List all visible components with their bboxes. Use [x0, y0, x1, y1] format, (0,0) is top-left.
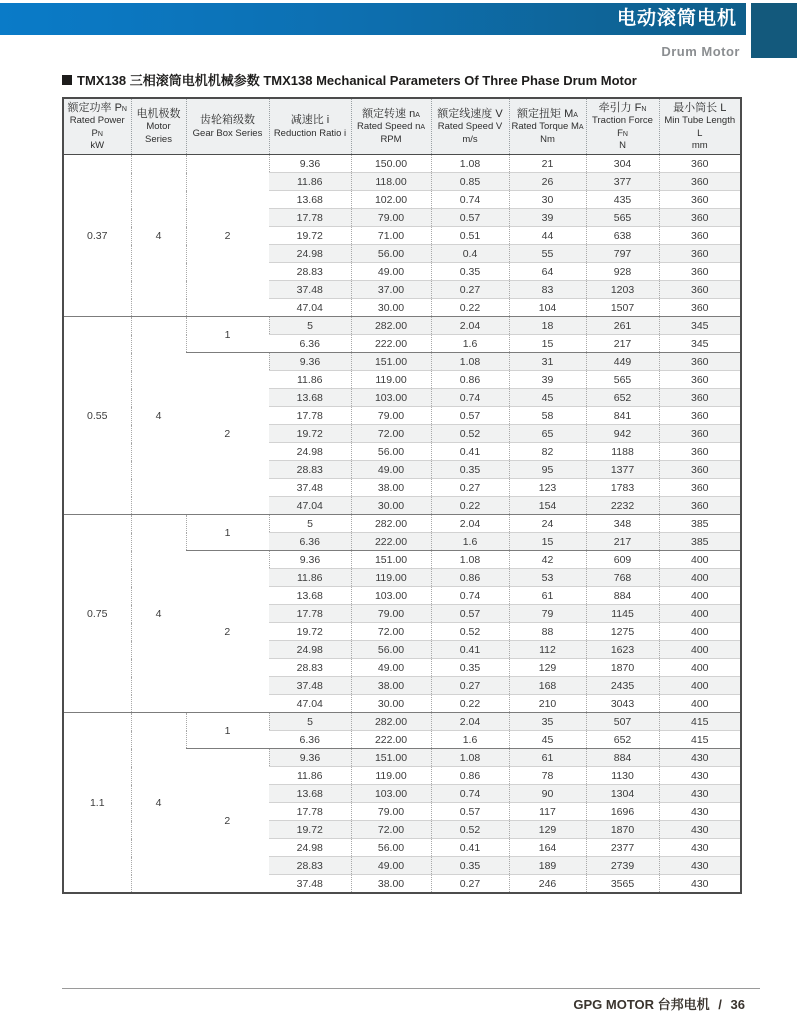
- value-cell: 360: [659, 227, 741, 245]
- value-cell: 360: [659, 389, 741, 407]
- gearbox-series-cell: 2: [186, 353, 269, 515]
- value-cell: 37.00: [351, 281, 431, 299]
- rated-power-cell: 1.1: [63, 713, 131, 893]
- footer: [573, 994, 745, 1013]
- gearbox-series-cell: 2: [186, 155, 269, 317]
- value-cell: 385: [659, 515, 741, 533]
- value-cell: 1783: [586, 479, 659, 497]
- value-cell: 2232: [586, 497, 659, 515]
- value-cell: 360: [659, 407, 741, 425]
- value-cell: 768: [586, 569, 659, 587]
- gearbox-series-cell: 1: [186, 317, 269, 353]
- value-cell: 345: [659, 335, 741, 353]
- value-cell: 154: [509, 497, 586, 515]
- value-cell: 652: [586, 389, 659, 407]
- value-cell: 19.72: [269, 227, 351, 245]
- value-cell: 15: [509, 533, 586, 551]
- table-row: [63, 155, 741, 173]
- value-cell: 119.00: [351, 767, 431, 785]
- value-cell: 9.36: [269, 749, 351, 767]
- value-cell: 79.00: [351, 605, 431, 623]
- value-cell: 17.78: [269, 605, 351, 623]
- value-cell: 18: [509, 317, 586, 335]
- value-cell: 0.86: [431, 371, 509, 389]
- value-cell: 30: [509, 191, 586, 209]
- value-cell: 0.74: [431, 191, 509, 209]
- value-cell: 49.00: [351, 461, 431, 479]
- value-cell: 0.86: [431, 767, 509, 785]
- motor-series-cell: 4: [131, 515, 186, 713]
- value-cell: 0.52: [431, 425, 509, 443]
- value-cell: 9.36: [269, 155, 351, 173]
- value-cell: 37.48: [269, 677, 351, 695]
- value-cell: 103.00: [351, 785, 431, 803]
- value-cell: 0.41: [431, 839, 509, 857]
- value-cell: 58: [509, 407, 586, 425]
- value-cell: 168: [509, 677, 586, 695]
- value-cell: 49.00: [351, 659, 431, 677]
- value-cell: 1.6: [431, 533, 509, 551]
- value-cell: 1304: [586, 785, 659, 803]
- rated-power-cell: 0.37: [63, 155, 131, 317]
- value-cell: 400: [659, 605, 741, 623]
- value-cell: 24.98: [269, 641, 351, 659]
- value-cell: 400: [659, 695, 741, 713]
- value-cell: 0.74: [431, 389, 509, 407]
- value-cell: 11.86: [269, 173, 351, 191]
- footer-rule: [62, 988, 760, 989]
- value-cell: 377: [586, 173, 659, 191]
- value-cell: 9.36: [269, 551, 351, 569]
- value-cell: 17.78: [269, 803, 351, 821]
- column-header: 额定功率 PN Rated Power PN kW: [63, 98, 131, 155]
- value-cell: 103.00: [351, 587, 431, 605]
- value-cell: 222.00: [351, 533, 431, 551]
- value-cell: 1.6: [431, 335, 509, 353]
- value-cell: 0.35: [431, 461, 509, 479]
- page-subtitle-en: Drum Motor: [661, 44, 740, 59]
- column-header: 减速比 i Reduction Ratio i: [269, 98, 351, 155]
- value-cell: 47.04: [269, 695, 351, 713]
- value-cell: 88: [509, 623, 586, 641]
- value-cell: 47.04: [269, 299, 351, 317]
- value-cell: 210: [509, 695, 586, 713]
- value-cell: 0.57: [431, 209, 509, 227]
- value-cell: 1.6: [431, 731, 509, 749]
- value-cell: 151.00: [351, 749, 431, 767]
- value-cell: 19.72: [269, 821, 351, 839]
- value-cell: 0.35: [431, 857, 509, 875]
- value-cell: 0.27: [431, 479, 509, 497]
- value-cell: 37.48: [269, 875, 351, 893]
- value-cell: 400: [659, 587, 741, 605]
- value-cell: 2.04: [431, 713, 509, 731]
- value-cell: 11.86: [269, 371, 351, 389]
- value-cell: 0.51: [431, 227, 509, 245]
- value-cell: 6.36: [269, 533, 351, 551]
- header-banner: [0, 3, 746, 35]
- value-cell: 1377: [586, 461, 659, 479]
- value-cell: 150.00: [351, 155, 431, 173]
- motor-series-cell: 4: [131, 317, 186, 515]
- footer-page-number: 36: [730, 997, 745, 1012]
- value-cell: 797: [586, 245, 659, 263]
- value-cell: 30.00: [351, 695, 431, 713]
- value-cell: 5: [269, 515, 351, 533]
- value-cell: 385: [659, 533, 741, 551]
- value-cell: 13.68: [269, 587, 351, 605]
- value-cell: 37.48: [269, 281, 351, 299]
- value-cell: 1507: [586, 299, 659, 317]
- value-cell: 24.98: [269, 245, 351, 263]
- value-cell: 884: [586, 749, 659, 767]
- value-cell: 5: [269, 317, 351, 335]
- value-cell: 19.72: [269, 425, 351, 443]
- value-cell: 39: [509, 209, 586, 227]
- value-cell: 164: [509, 839, 586, 857]
- value-cell: 1.08: [431, 551, 509, 569]
- value-cell: 360: [659, 155, 741, 173]
- value-cell: 360: [659, 263, 741, 281]
- value-cell: 360: [659, 497, 741, 515]
- footer-separator: /: [718, 997, 722, 1012]
- value-cell: 282.00: [351, 317, 431, 335]
- table-row: [63, 515, 741, 533]
- value-cell: 0.57: [431, 605, 509, 623]
- header-row: [63, 98, 741, 155]
- value-cell: 79.00: [351, 209, 431, 227]
- value-cell: 2.04: [431, 515, 509, 533]
- value-cell: 1870: [586, 659, 659, 677]
- section-marker-icon: [62, 75, 72, 85]
- value-cell: 79.00: [351, 407, 431, 425]
- value-cell: 61: [509, 749, 586, 767]
- value-cell: 129: [509, 821, 586, 839]
- value-cell: 400: [659, 659, 741, 677]
- table-header: [63, 98, 741, 155]
- value-cell: 0.4: [431, 245, 509, 263]
- value-cell: 415: [659, 731, 741, 749]
- value-cell: 1.08: [431, 155, 509, 173]
- value-cell: 0.41: [431, 443, 509, 461]
- value-cell: 49.00: [351, 263, 431, 281]
- value-cell: 17.78: [269, 209, 351, 227]
- table-section-title: [62, 70, 637, 89]
- value-cell: 6.36: [269, 335, 351, 353]
- value-cell: 360: [659, 371, 741, 389]
- value-cell: 47.04: [269, 497, 351, 515]
- value-cell: 942: [586, 425, 659, 443]
- value-cell: 400: [659, 569, 741, 587]
- column-header: 额定转速 nA Rated Speed nA RPM: [351, 98, 431, 155]
- value-cell: 11.86: [269, 767, 351, 785]
- value-cell: 37.48: [269, 479, 351, 497]
- value-cell: 360: [659, 191, 741, 209]
- value-cell: 261: [586, 317, 659, 335]
- column-header: 齿轮箱级数 Gear Box Series: [186, 98, 269, 155]
- value-cell: 28.83: [269, 659, 351, 677]
- value-cell: 360: [659, 299, 741, 317]
- value-cell: 117: [509, 803, 586, 821]
- value-cell: 0.27: [431, 281, 509, 299]
- value-cell: 360: [659, 209, 741, 227]
- value-cell: 348: [586, 515, 659, 533]
- value-cell: 652: [586, 731, 659, 749]
- value-cell: 0.22: [431, 299, 509, 317]
- value-cell: 103.00: [351, 389, 431, 407]
- value-cell: 13.68: [269, 389, 351, 407]
- value-cell: 360: [659, 245, 741, 263]
- value-cell: 119.00: [351, 569, 431, 587]
- value-cell: 61: [509, 587, 586, 605]
- value-cell: 0.57: [431, 407, 509, 425]
- value-cell: 360: [659, 281, 741, 299]
- value-cell: 0.22: [431, 497, 509, 515]
- value-cell: 2739: [586, 857, 659, 875]
- value-cell: 430: [659, 785, 741, 803]
- value-cell: 0.27: [431, 875, 509, 893]
- value-cell: 38.00: [351, 479, 431, 497]
- value-cell: 64: [509, 263, 586, 281]
- motor-series-cell: 4: [131, 155, 186, 317]
- value-cell: 1203: [586, 281, 659, 299]
- value-cell: 1.08: [431, 749, 509, 767]
- value-cell: 119.00: [351, 371, 431, 389]
- value-cell: 30.00: [351, 299, 431, 317]
- column-header: 额定线速度 V Rated Speed V m/s: [431, 98, 509, 155]
- value-cell: 0.22: [431, 695, 509, 713]
- value-cell: 217: [586, 335, 659, 353]
- value-cell: 79.00: [351, 803, 431, 821]
- parameters-table: [62, 97, 742, 894]
- value-cell: 565: [586, 371, 659, 389]
- accent-square-decoration: [751, 3, 797, 58]
- value-cell: 38.00: [351, 875, 431, 893]
- value-cell: 83: [509, 281, 586, 299]
- page-title-zh: 电动滚筒电机: [616, 8, 737, 29]
- value-cell: 44: [509, 227, 586, 245]
- section-title-text: TMX138 三相滚筒电机机械参数 TMX138 Mechanical Parameters Of Three Phase Drum Motor: [77, 73, 637, 88]
- value-cell: 1188: [586, 443, 659, 461]
- value-cell: 360: [659, 425, 741, 443]
- value-cell: 400: [659, 551, 741, 569]
- value-cell: 49.00: [351, 857, 431, 875]
- value-cell: 0.74: [431, 587, 509, 605]
- value-cell: 53: [509, 569, 586, 587]
- rated-power-cell: 0.75: [63, 515, 131, 713]
- value-cell: 360: [659, 479, 741, 497]
- value-cell: 1.08: [431, 353, 509, 371]
- value-cell: 0.57: [431, 803, 509, 821]
- value-cell: 0.85: [431, 173, 509, 191]
- value-cell: 21: [509, 155, 586, 173]
- value-cell: 71.00: [351, 227, 431, 245]
- value-cell: 2435: [586, 677, 659, 695]
- value-cell: 507: [586, 713, 659, 731]
- table-row: [63, 317, 741, 335]
- value-cell: 3565: [586, 875, 659, 893]
- value-cell: 39: [509, 371, 586, 389]
- value-cell: 1623: [586, 641, 659, 659]
- value-cell: 56.00: [351, 641, 431, 659]
- value-cell: 246: [509, 875, 586, 893]
- value-cell: 400: [659, 677, 741, 695]
- value-cell: 45: [509, 389, 586, 407]
- value-cell: 360: [659, 461, 741, 479]
- gearbox-series-cell: 2: [186, 749, 269, 893]
- value-cell: 0.52: [431, 623, 509, 641]
- value-cell: 112: [509, 641, 586, 659]
- value-cell: 360: [659, 173, 741, 191]
- value-cell: 72.00: [351, 623, 431, 641]
- value-cell: 430: [659, 767, 741, 785]
- value-cell: 72.00: [351, 425, 431, 443]
- value-cell: 1145: [586, 605, 659, 623]
- value-cell: 1275: [586, 623, 659, 641]
- value-cell: 222.00: [351, 335, 431, 353]
- value-cell: 345: [659, 317, 741, 335]
- value-cell: 0.35: [431, 659, 509, 677]
- gearbox-series-cell: 2: [186, 551, 269, 713]
- value-cell: 24.98: [269, 839, 351, 857]
- value-cell: 435: [586, 191, 659, 209]
- value-cell: 1696: [586, 803, 659, 821]
- motor-series-cell: 4: [131, 713, 186, 893]
- value-cell: 72.00: [351, 821, 431, 839]
- value-cell: 9.36: [269, 353, 351, 371]
- value-cell: 24: [509, 515, 586, 533]
- value-cell: 5: [269, 713, 351, 731]
- value-cell: 30.00: [351, 497, 431, 515]
- value-cell: 79: [509, 605, 586, 623]
- value-cell: 82: [509, 443, 586, 461]
- value-cell: 282.00: [351, 713, 431, 731]
- value-cell: 415: [659, 713, 741, 731]
- value-cell: 360: [659, 353, 741, 371]
- value-cell: 565: [586, 209, 659, 227]
- value-cell: 0.74: [431, 785, 509, 803]
- value-cell: 928: [586, 263, 659, 281]
- value-cell: 430: [659, 821, 741, 839]
- value-cell: 17.78: [269, 407, 351, 425]
- value-cell: 360: [659, 443, 741, 461]
- value-cell: 19.72: [269, 623, 351, 641]
- table-body: [63, 155, 741, 893]
- value-cell: 0.35: [431, 263, 509, 281]
- value-cell: 28.83: [269, 857, 351, 875]
- gearbox-series-cell: 1: [186, 515, 269, 551]
- value-cell: 430: [659, 839, 741, 857]
- value-cell: 11.86: [269, 569, 351, 587]
- column-header: 牵引力 FN Traction Force FN N: [586, 98, 659, 155]
- value-cell: 1870: [586, 821, 659, 839]
- value-cell: 449: [586, 353, 659, 371]
- value-cell: 45: [509, 731, 586, 749]
- rated-power-cell: 0.55: [63, 317, 131, 515]
- column-header: 电机极数 Motor Series: [131, 98, 186, 155]
- table-row: [63, 713, 741, 731]
- value-cell: 65: [509, 425, 586, 443]
- column-header: 额定扭矩 MA Rated Torque MA Nm: [509, 98, 586, 155]
- column-header: 最小筒长 L Min Tube Length L mm: [659, 98, 741, 155]
- value-cell: 123: [509, 479, 586, 497]
- value-cell: 400: [659, 641, 741, 659]
- gearbox-series-cell: 1: [186, 713, 269, 749]
- footer-brand: GPG MOTOR 台邦电机: [573, 997, 710, 1012]
- value-cell: 28.83: [269, 461, 351, 479]
- value-cell: 430: [659, 857, 741, 875]
- value-cell: 222.00: [351, 731, 431, 749]
- value-cell: 104: [509, 299, 586, 317]
- value-cell: 118.00: [351, 173, 431, 191]
- value-cell: 0.27: [431, 677, 509, 695]
- value-cell: 304: [586, 155, 659, 173]
- value-cell: 28.83: [269, 263, 351, 281]
- value-cell: 400: [659, 623, 741, 641]
- value-cell: 151.00: [351, 551, 431, 569]
- value-cell: 102.00: [351, 191, 431, 209]
- value-cell: 56.00: [351, 245, 431, 263]
- value-cell: 2.04: [431, 317, 509, 335]
- value-cell: 95: [509, 461, 586, 479]
- value-cell: 841: [586, 407, 659, 425]
- value-cell: 35: [509, 713, 586, 731]
- value-cell: 430: [659, 749, 741, 767]
- value-cell: 217: [586, 533, 659, 551]
- value-cell: 3043: [586, 695, 659, 713]
- value-cell: 430: [659, 803, 741, 821]
- value-cell: 56.00: [351, 443, 431, 461]
- value-cell: 26: [509, 173, 586, 191]
- value-cell: 42: [509, 551, 586, 569]
- value-cell: 13.68: [269, 785, 351, 803]
- value-cell: 0.86: [431, 569, 509, 587]
- value-cell: 56.00: [351, 839, 431, 857]
- value-cell: 90: [509, 785, 586, 803]
- value-cell: 430: [659, 875, 741, 893]
- value-cell: 609: [586, 551, 659, 569]
- value-cell: 31: [509, 353, 586, 371]
- value-cell: 15: [509, 335, 586, 353]
- value-cell: 38.00: [351, 677, 431, 695]
- value-cell: 13.68: [269, 191, 351, 209]
- value-cell: 2377: [586, 839, 659, 857]
- value-cell: 78: [509, 767, 586, 785]
- value-cell: 884: [586, 587, 659, 605]
- value-cell: 6.36: [269, 731, 351, 749]
- value-cell: 1130: [586, 767, 659, 785]
- value-cell: 189: [509, 857, 586, 875]
- value-cell: 24.98: [269, 443, 351, 461]
- value-cell: 0.41: [431, 641, 509, 659]
- value-cell: 151.00: [351, 353, 431, 371]
- value-cell: 638: [586, 227, 659, 245]
- value-cell: 282.00: [351, 515, 431, 533]
- value-cell: 55: [509, 245, 586, 263]
- value-cell: 0.52: [431, 821, 509, 839]
- value-cell: 129: [509, 659, 586, 677]
